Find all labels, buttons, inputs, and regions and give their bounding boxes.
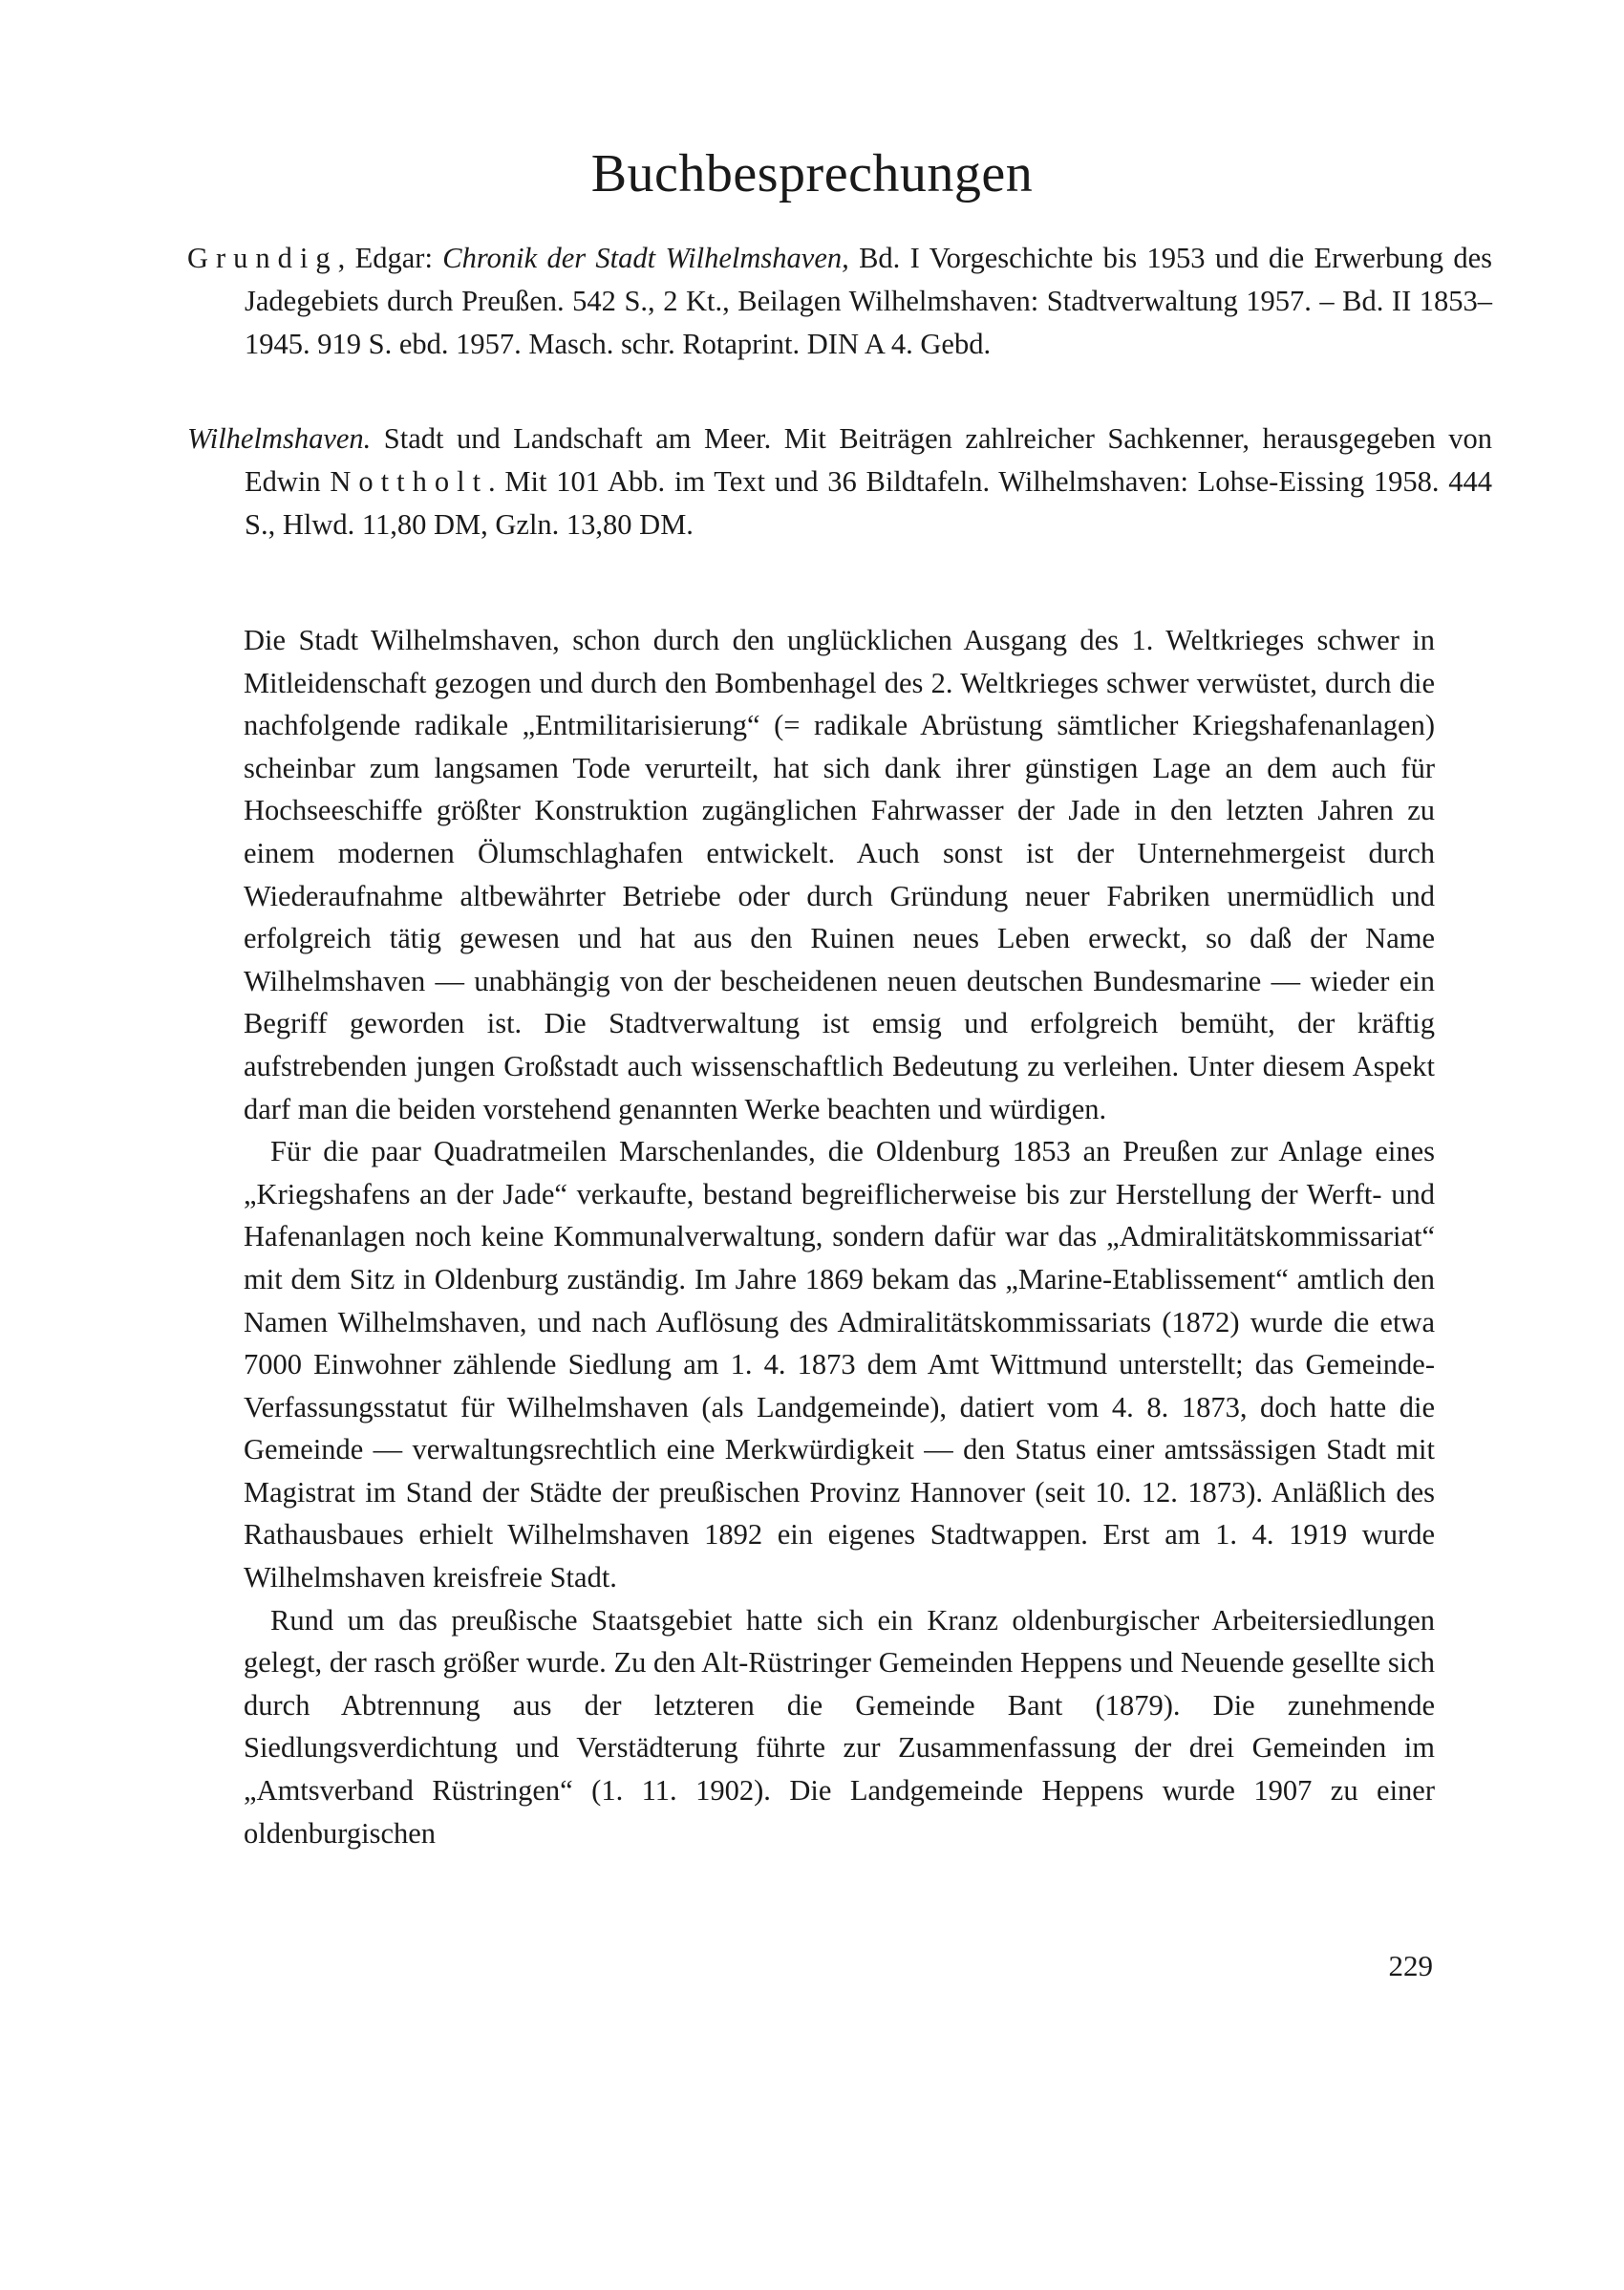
- book-title: Chronik der Stadt Wilhelmshaven,: [442, 242, 849, 274]
- author-forename: , Edgar:: [337, 242, 443, 274]
- paragraph: Für die paar Quadratmeilen Marschenlandes, die Oldenburg 1853 an Preußen zur Anlage eines „Kriegshafens an der Jade“ verkaufte, bestand begreiflicherweise bis zur Herstellung der Werft- und Hafenanlagen noch keine Kommunalverwaltung, sondern dafür war das „Admiralitätskommissariat“ mit dem Sitz in Oldenburg zuständig. Im Jahre 1869 bekam das „Marine-Etablissement“ amtlich den Namen Wilhelmshaven, und nach Auflösung des Admiralitätskommissariats (1872) wurde die etwa 7000 Einwohner zählende Siedlung am 1. 4. 1873 dem Amt Wittmund unterstellt; das Gemeinde-Verfassungsstatut für Wilhelmshaven (als Landgemeinde), datiert vom 4. 8. 1873, doch hatte die Gemeinde — verwaltungsrechtlich eine Merkwürdigkeit — den Status einer amtssässigen Stadt mit Magistrat im Stand der Städte der preußischen Provinz Hannover (seit 10. 12. 1873). Anläßlich des Rathausbaues erhielt Wilhelmshaven 1892 ein eigenes Stadtwappen. Erst am 1. 4. 1919 wurde Wilhelmshaven kreisfreie Stadt.: [244, 1135, 1435, 1594]
- page-title: Buchbesprechungen: [590, 144, 1034, 203]
- paragraph: Die Stadt Wilhelmshaven, schon durch den unglücklichen Ausgang des 1. Weltkrieges schwer in Mitleidenschaft gezogen und durch den Bombenhagel des 2. Weltkrieges schwer verwüstet, durch die nachfolgende radikale „Entmilitarisierung“ (= radikale Abrüstung sämtlicher Kriegshafenanlagen) scheinbar zum langsamen Tode verurteilt, hat sich dank ihrer günstigen Lage an dem auch für Hochseeschiffe größter Konstruktion zugänglichen Fahrwasser der Jade in den letzten Jahren zu einem modernen Ölumschlaghafen entwickelt. Auch sonst ist der Unternehmergeist durch Wiederaufnahme altbewährter Betriebe oder durch Gründung neuer Fabriken unermüdlich und erfolgreich tätig gewesen und hat aus den Ruinen neues Leben erweckt, so daß der Name Wilhelmshaven — unabhängig von der bescheidenen neuen deutschen Bundesmarine — wieder ein Begriff geworden ist. Die Stadtverwaltung ist emsig und erfolgreich bemüht, der kräftig aufstrebenden jungen Großstadt auch wissenschaftlich Bedeutung zu verleihen. Unter diesem Aspekt darf man die beiden vorstehend genannten Werke beachten und würdigen.: [244, 624, 1435, 1125]
- review-body: [244, 619, 1435, 1854]
- bibliography-entry-wilhelmshaven: [187, 417, 1492, 546]
- book-details: Bd. I Vorgeschichte bis 1953 und die Erwerbung des Jadegebiets durch Preußen. 542 S., 2 Kt., Beilagen Wilhelmshaven: Stadtverwaltung 1957. – Bd. II 1853–1945. 919 S. ebd. 1957. Masch. schr. Rotaprint. DIN A 4. Gebd.: [245, 242, 1492, 360]
- page-number: 229: [1388, 1949, 1433, 1982]
- bibliography-entry-grundig: [187, 237, 1492, 366]
- book-details: . Mit 101 Abb. im Text und 36 Bildtafeln. Wilhelmshaven: Lohse-Eissing 1958. 444 S., Hlwd. 11,80 DM, Gzln. 13,80 DM.: [245, 465, 1492, 541]
- book-details: Stadt und Landschaft am Meer. Mit Beiträgen zahlreicher Sachkenner, herausgegeben von Edwin: [245, 422, 1492, 498]
- editor-surname: Nottholt: [330, 465, 489, 498]
- author-surname: Grundig: [187, 242, 338, 274]
- book-title: Wilhelmshaven.: [187, 422, 372, 455]
- paragraph: Rund um das preußische Staatsgebiet hatte sich ein Kranz oldenburgischer Arbeitersiedlungen gelegt, der rasch größer wurde. Zu den Alt-Rüstringer Gemeinden Heppens und Neuende gesellte sich durch Abtrennung aus der letzteren die Gemeinde Bant (1879). Die zunehmende Siedlungsverdichtung und Verstädterung führte zur Zusammenfassung der drei Gemeinden im „Amtsverband Rüstringen“ (1. 11. 1902). Die Landgemeinde Heppens wurde 1907 zu einer oldenburgischen: [244, 1603, 1435, 1850]
